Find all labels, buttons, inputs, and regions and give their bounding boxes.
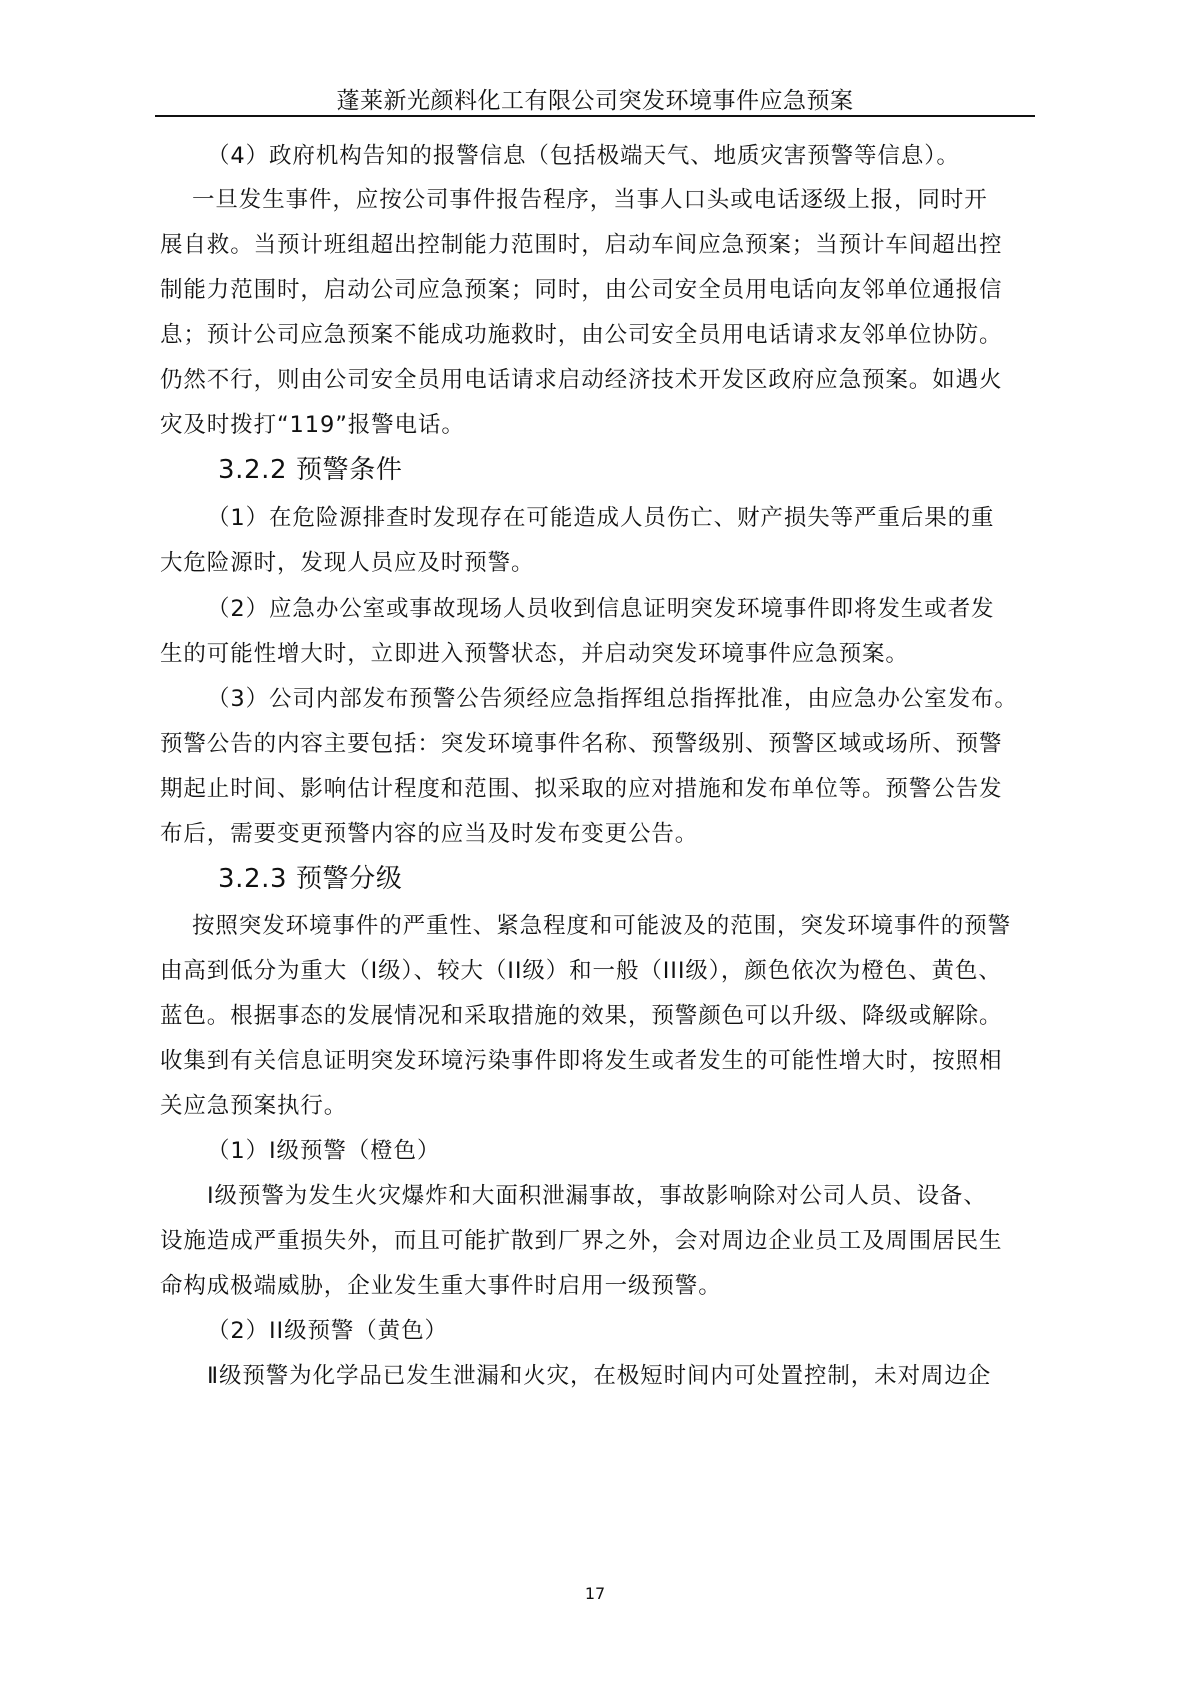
text-line: 生的可能性增大时，立即进入预警状态，并启动突发环境事件应急预案。 [160,641,909,667]
text-line: 大危险源时，发现人员应及时预警。 [160,550,535,576]
text-line: （3）公司内部发布预警公告须经应急指挥组总指挥批准，由应急办公室发布。 [207,686,1018,712]
text-line: （1）在危险源排查时发现存在可能造成人员伤亡、财产损失等严重后果的重 [207,505,995,531]
text-line: 由高到低分为重大（I级）、较大（II级）和一般（III级），颜色依次为橙色、黄色、 [160,958,1002,984]
text-line: 灾及时拨打“119”报警电话。 [160,412,465,438]
text-line: 展自救。当预计班组超出控制能力范围时，启动车间应急预案；当预计车间超出控 [160,232,1003,258]
text-line: 预警公告的内容主要包括：突发环境事件名称、预警级别、预警区域或场所、预警 [160,731,1003,757]
text-line: 制能力范围时，启动公司应急预案；同时，由公司安全员用电话向友邻单位通报信 [160,277,1003,303]
text-line: （2）应急办公室或事故现场人员收到信息证明突发环境事件即将发生或者发 [207,596,995,622]
text-line: 按照突发环境事件的严重性、紧急程度和可能波及的范围，突发环境事件的预警 [192,913,1012,939]
page-header-title: 蓬莱新光颜料化工有限公司突发环境事件应急预案 [336,88,854,114]
text-line: 息；预计公司应急预案不能成功施救时，由公司安全员用电话请求友邻单位协防。 [160,322,1003,348]
text-line: 命构成极端威胁，企业发生重大事件时启用一级预警。 [160,1273,722,1299]
section-heading: 3.2.3 预警分级 [218,864,403,894]
text-line: 一旦发生事件，应按公司事件报告程序，当事人口头或电话逐级上报，同时开 [192,187,988,213]
text-line: Ⅱ级预警为化学品已发生泄漏和火灾，在极短时间内可处置控制，未对周边企 [207,1363,992,1389]
text-line: （4）政府机构告知的报警信息（包括极端天气、地质灾害预警等信息）。 [207,143,960,169]
page-number: 17 [584,1584,606,1603]
text-line: 收集到有关信息证明突发环境污染事件即将发生或者发生的可能性增大时，按照相 [160,1048,1003,1074]
header-rule [155,115,1035,117]
text-line: （2）II级预警（黄色） [207,1318,448,1344]
text-line: Ⅰ级预警为发生火灾爆炸和大面积泄漏事故，事故影响除对公司人员、设备、 [207,1183,987,1209]
text-line: 关应急预案执行。 [160,1093,348,1119]
section-heading: 3.2.2 预警条件 [218,455,403,485]
text-line: 设施造成严重损失外，而且可能扩散到厂界之外，会对周边企业员工及周围居民生 [160,1228,1003,1254]
text-line: 布后，需要变更预警内容的应当及时发布变更公告。 [160,821,699,847]
text-line: 仍然不行，则由公司安全员用电话请求启动经济技术开发区政府应急预案。如遇火 [160,367,1003,393]
text-line: 期起止时间、影响估计程度和范围、拟采取的应对措施和发布单位等。预警公告发 [160,776,1003,802]
text-line: 蓝色。根据事态的发展情况和采取措施的效果，预警颜色可以升级、降级或解除。 [160,1003,1003,1029]
text-line: （1）I级预警（橙色） [207,1138,441,1164]
